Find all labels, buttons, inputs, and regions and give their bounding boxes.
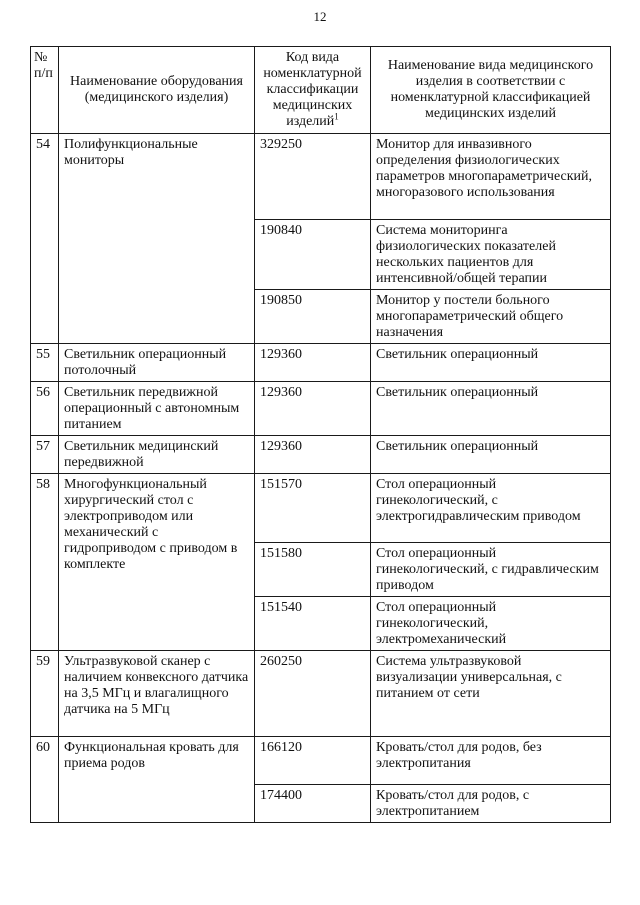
- table-row: [31, 737, 611, 785]
- equipment-name: Функциональная кровать для приема родов: [59, 737, 255, 823]
- classification-code: 190850: [255, 290, 371, 344]
- table-row: [31, 382, 611, 436]
- classification-code: 260250: [255, 651, 371, 737]
- equipment-table: [30, 46, 611, 823]
- equipment-name: Светильник медицинский передвижной: [59, 436, 255, 474]
- table-row: [31, 474, 611, 543]
- row-number: 54: [31, 134, 59, 344]
- row-number: 56: [31, 382, 59, 436]
- classification-name: Стол операционный гинекологический, электромеханический: [371, 597, 611, 651]
- row-number: 58: [31, 474, 59, 651]
- classification-name: Светильник операционный: [371, 436, 611, 474]
- classification-code: 190840: [255, 220, 371, 290]
- equipment-name: Ультразвуковой сканер с наличием конвексного датчика на 3,5 МГц и влагалищного датчика на 5 МГц: [59, 651, 255, 737]
- header-code-footnote: 1: [334, 111, 339, 122]
- classification-name: Кровать/стол для родов, без электропитания: [371, 737, 611, 785]
- table-row: [31, 436, 611, 474]
- classification-code: 129360: [255, 344, 371, 382]
- table-row: [31, 344, 611, 382]
- equipment-name: Светильник передвижной операционный с автономным питанием: [59, 382, 255, 436]
- equipment-name: Светильник операционный потолочный: [59, 344, 255, 382]
- equipment-name: Многофункциональный хирургический стол с электроприводом или механический с гидроприводом с приводом в комплекте: [59, 474, 255, 651]
- table-row: [31, 651, 611, 737]
- classification-name: Кровать/стол для родов, с электропитанием: [371, 785, 611, 823]
- header-equipment-name: Наименование оборудования (медицинского изделия): [59, 47, 255, 134]
- classification-name: Монитор у постели больного многопараметрический общего назначения: [371, 290, 611, 344]
- header-code: [255, 47, 371, 134]
- table-body: [31, 134, 611, 823]
- classification-code: 329250: [255, 134, 371, 220]
- classification-name: Стол операционный гинекологический, с гидравлическим приводом: [371, 543, 611, 597]
- classification-code: 129360: [255, 436, 371, 474]
- table-row: [31, 134, 611, 220]
- classification-code: 151540: [255, 597, 371, 651]
- page-number: 12: [313, 9, 327, 24]
- classification-name: Система ультразвуковой визуализации универсальная, с питанием от сети: [371, 651, 611, 737]
- classification-name: Система мониторинга физиологических показателей нескольких пациентов для интенсивной/общей терапии: [371, 220, 611, 290]
- row-number: 59: [31, 651, 59, 737]
- header-num: № п/п: [31, 47, 59, 134]
- classification-code: 129360: [255, 382, 371, 436]
- table-header-row: [31, 47, 611, 134]
- row-number: 57: [31, 436, 59, 474]
- classification-name: Монитор для инвазивного определения физиологических параметров многопараметрический, многоразового использования: [371, 134, 611, 220]
- classification-code: 151580: [255, 543, 371, 597]
- classification-name: Светильник операционный: [371, 344, 611, 382]
- classification-code: 151570: [255, 474, 371, 543]
- equipment-name: Полифункциональные мониторы: [59, 134, 255, 344]
- classification-code: 174400: [255, 785, 371, 823]
- header-code-text: Код вида номенклатурной классификации медицинских изделий: [263, 50, 362, 129]
- row-number: 55: [31, 344, 59, 382]
- classification-code: 166120: [255, 737, 371, 785]
- row-number: 60: [31, 737, 59, 823]
- classification-name: Стол операционный гинекологический, с электрогидравлическим приводом: [371, 474, 611, 543]
- classification-name: Светильник операционный: [371, 382, 611, 436]
- header-classification: Наименование вида медицинского изделия в соответствии с номенклатурной классификацией медицинских изделий: [371, 47, 611, 134]
